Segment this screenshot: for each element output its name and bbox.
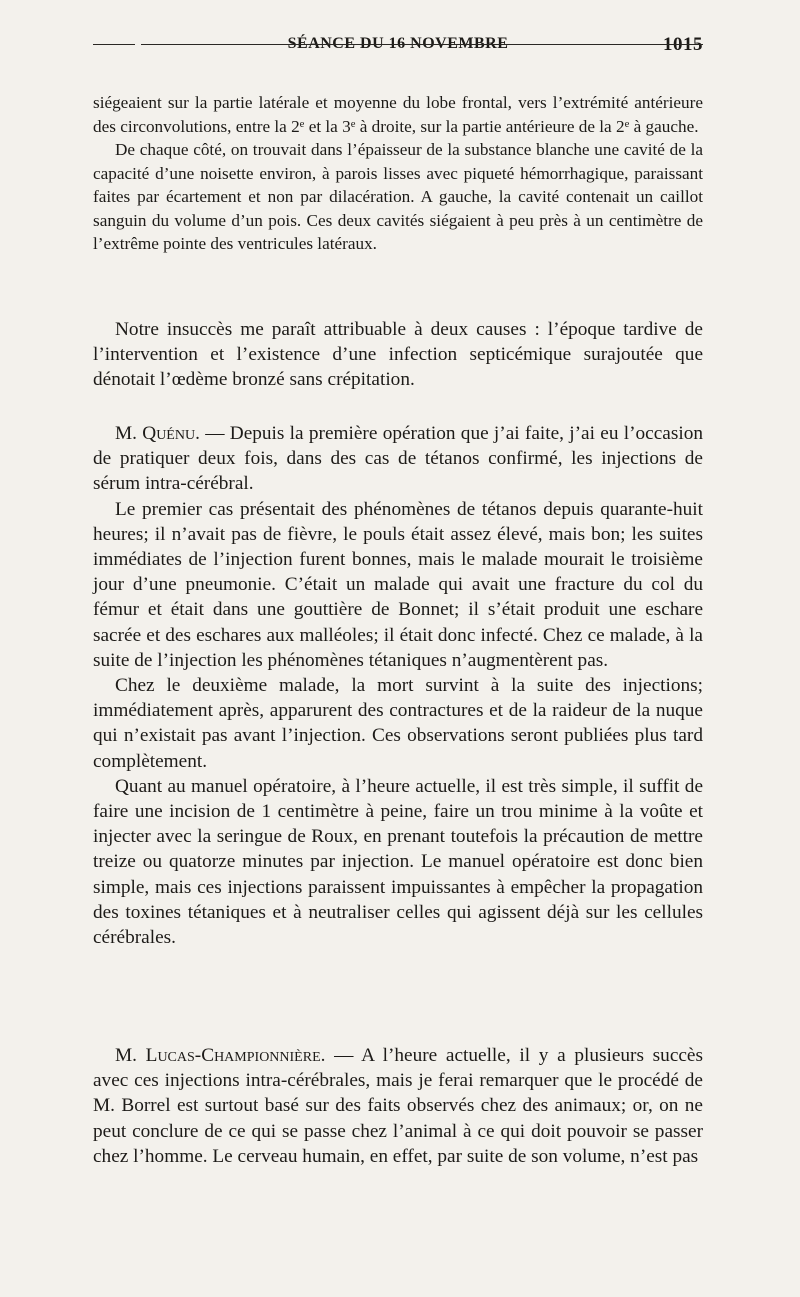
lucas-intervention — [93, 1043, 703, 1169]
lucas-text-1: . — A l’heure actuelle, il y a plusieurs succès avec ces injections intra-cérébrales, mais je ferai remarquer que le procédé de M. Borrel est surtout basé sur des faits observés chez des animaux; or, on ne peut conclure de ce qui se passe chez l’animal à ce qui doit pouvoir se passer chez l’homme. Le cerveau humain, en effet, par suite de son volume, n’est pas — [93, 1045, 703, 1167]
page-number: 1015 — [663, 34, 703, 55]
speaker-prefix: M. — [115, 423, 143, 444]
quenu-paragraph-1 — [93, 421, 703, 497]
speaker-name: Lucas-Championnière — [145, 1045, 321, 1066]
header-rule-right — [141, 44, 703, 45]
case-description — [93, 91, 703, 256]
superscript: e — [624, 118, 630, 130]
case-text-1c: à droite, sur la partie antérieure de la 2 — [355, 116, 625, 136]
quenu-paragraph-3: Chez le deuxième malade, la mort survint à la suite des injections; immédiatement après, apparurent des contractures et de la raideur de la nuque qui n’existait pas avant l’injection. Ces observations seront publiées plus tard complètement. — [93, 675, 703, 772]
case-paragraph-2: De chaque côté, on trouvait dans l’épaisseur de la substance blanche une cavité de la capacité d’une noisette environ, à parois lisses avec piqueté hémorrhagique, paraissant faites par écartement et non par dilacération. A gauche, la cavité contenait un caillot sanguin du volume d’un pois. Ces deux cavités siégaient à peu près à un centimètre de l’extrême pointe des ventricules latéraux. — [93, 140, 703, 253]
page-header — [93, 30, 703, 60]
case-text-1a: siégeaient sur la partie latérale et moyenne du lobe frontal, vers l’extrémité antérieure des circonvolutions, entre la 2 — [93, 93, 703, 136]
quenu-paragraph-4: Quant au manuel opératoire, à l’heure actuelle, il est très simple, il suffit de faire une incision de 1 centimètre à peine, faire un trou minime à la voûte et injecter avec la seringue de Roux, en prenant toutefois la précaution de mettre treize ou quatorze minutes par injection. Le manuel opératoire est donc bien simple, mais ces injections paraissent impuissantes à empêcher la propagation des toxines tétaniques et à neutraliser celles qui agissent déjà sur les cellules cérébrales. — [93, 775, 703, 949]
header-rule-left — [93, 44, 135, 45]
superscript: e — [299, 118, 305, 130]
case-text-1b: et la 3 — [304, 116, 351, 136]
superscript: e — [350, 118, 356, 130]
quenu-paragraph-2: Le premier cas présentait des phénomènes de tétanos depuis quarante-huit heures; il n’avait pas de fièvre, le pouls était assez élevé, mais bon; les suites immédiates de l’injection furent bonnes, mais le malade mourait le troisième jour d’une pneumonie. C’était un malade qui avait une fracture du col du fémur et était dans une gouttière de Bonnet; il s’était produit une eschare sacrée et des eschares aux malléoles; il était donc infecté. Chez ce malade, à la suite de l’injection les phénomènes tétaniques n’augmentèrent pas. — [93, 498, 703, 671]
page — [93, 30, 703, 60]
running-head: SÉANCE DU 16 NOVEMBRE — [287, 35, 509, 52]
case-text-1d: à gauche. — [629, 116, 699, 136]
case-paragraph-1 — [93, 91, 703, 138]
speaker-prefix: M. — [115, 1045, 146, 1066]
speaker-name: Quénu — [142, 423, 196, 444]
conclusion-paragraph: Notre insuccès me paraît attribuable à deux causes : l’époque tardive de l’intervention et l’existence d’une infection septicémique surajoutée que dénotait l’œdème bronzé sans crépitation. — [93, 319, 703, 391]
quenu-intervention — [93, 421, 703, 950]
conclusion-block — [93, 317, 703, 393]
quenu-text-1: . — Depuis la première opération que j’ai faite, j’ai eu l’occasion de pratiquer deux fois, dans des cas de tétanos confirmé, les injections de sérum intra-cérébral. — [93, 423, 703, 495]
lucas-paragraph-1 — [93, 1043, 703, 1169]
